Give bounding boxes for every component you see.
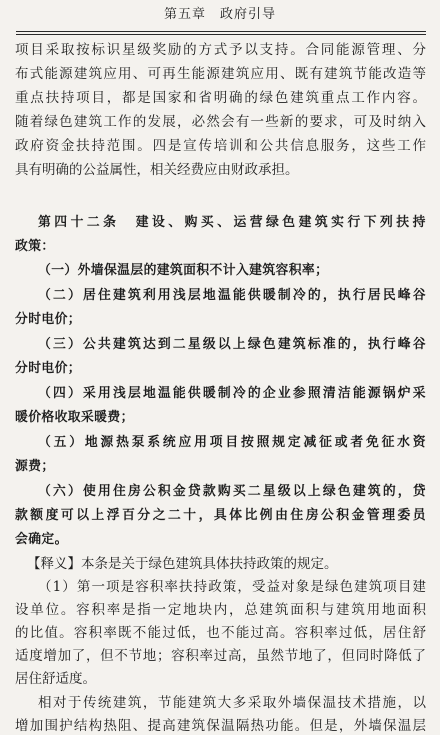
explanation-line: 适度增加了，但不节地；容积率过高，虽然节地了，但同时降低了	[15, 648, 426, 664]
explanation-line: 相对于传统建筑，节能建筑大多采取外墙保温技术措施，以	[38, 695, 426, 711]
header-rule-thin	[16, 34, 426, 35]
article-item-cont: 会确定。	[15, 532, 68, 547]
explanation-heading: 【释义】本条是关于绿色建筑具体扶持政策的规定。	[27, 556, 338, 572]
explanation-line: 的比值。容积率既不能过低，也不能过高。容积率过低，居住舒	[15, 625, 426, 641]
paragraph-line: 具有明确的公益属性，相关经费应由财政承担。	[15, 162, 299, 178]
chapter-title: 政府引导	[220, 7, 277, 22]
chapter-number: 第五章	[163, 7, 206, 22]
article-item: （五）地源热泵系统应用项目按照规定减征或者免征水资	[38, 435, 426, 450]
article-item: （三）公共建筑达到二星级以上绿色建筑标准的，执行峰谷	[38, 337, 426, 352]
paragraph-line: 项目采取按标识星级奖励的方式予以支持。合同能源管理、分	[15, 42, 426, 58]
article-item: （六）使用住房公积金贷款购买二星级以上绿色建筑的，贷	[38, 484, 426, 499]
explanation-line: （1）第一项是容积率扶持政策，受益对象是绿色建筑项目建	[38, 579, 426, 595]
paragraph-line: 重点扶持项目，都是国家和省明确的绿色建筑重点工作内容。	[15, 90, 426, 106]
article-item: （四）采用浅层地温能供暖制冷的企业参照清洁能源锅炉采	[38, 386, 426, 401]
paragraph-line: 随着绿色建筑工作的发展，必然会有一些新的要求，可及时纳入	[15, 114, 426, 130]
article-title: 第四十二条 建设、购买、运营绿色建筑实行下列扶持	[38, 215, 426, 230]
header-rule	[16, 31, 426, 32]
article-item-cont: 分时电价；	[15, 361, 81, 376]
article-item-cont: 款额度可以上浮百分之二十，具体比例由住房公积金管理委员	[15, 508, 426, 523]
paragraph-line: 政府资金扶持范围。四是宣传培训和公共信息服务，这些工作	[15, 138, 426, 154]
explanation-line: 设单位。容积率是指一定地块内，总建筑面积与建筑用地面积	[15, 602, 426, 618]
explanation-line: 增加围护结构热阻、提高建筑保温隔热功能。但是，外墙保温层	[15, 718, 426, 734]
paragraph-line: 布式能源建筑应用、可再生能源建筑应用、既有建筑节能改造等	[15, 66, 426, 82]
explanation-line: 居住舒适度。	[15, 671, 96, 687]
article-title-cont: 政策：	[15, 239, 55, 254]
article-item: （二）居住建筑利用浅层地温能供暖制冷的，执行居民峰谷	[38, 288, 426, 303]
article-item: （一）外墙保温层的建筑面积不计入建筑容积率；	[38, 263, 329, 278]
article-item-cont: 分时电价；	[15, 312, 81, 327]
article-item-cont: 源费；	[15, 459, 55, 474]
running-header	[0, 0, 440, 30]
article-item-cont: 暖价格收取采暖费；	[15, 410, 134, 425]
